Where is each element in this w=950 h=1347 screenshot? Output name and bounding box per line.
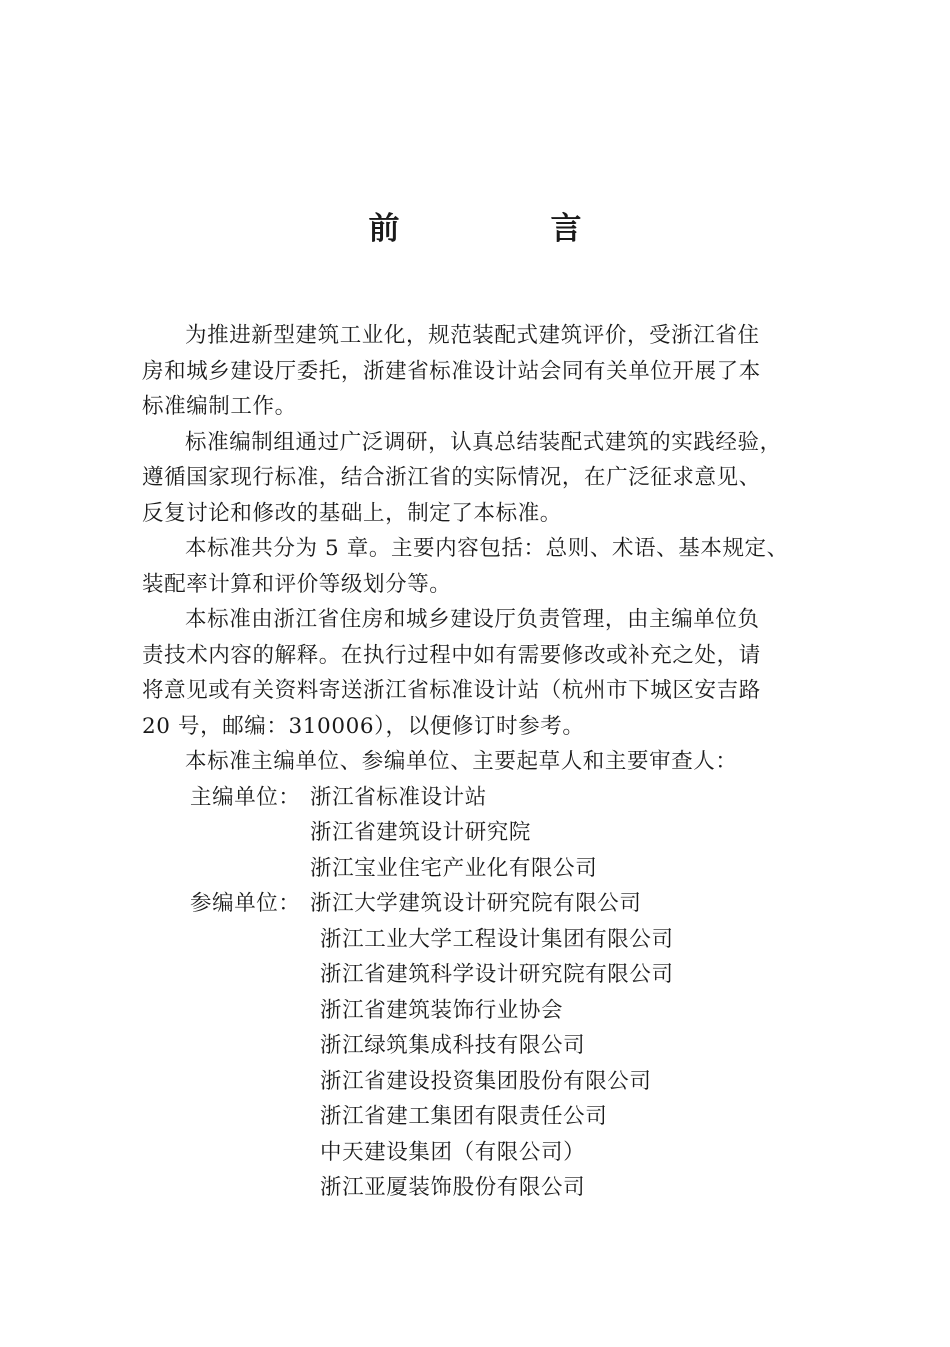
unit-row — [190, 851, 822, 887]
chief-units-section — [142, 780, 822, 887]
participating-units-label: 参编单位： — [190, 891, 301, 916]
participating-unit-name: 浙江省建工集团有限责任公司 — [320, 1104, 608, 1129]
paragraph-5 — [142, 744, 822, 780]
paragraph-3 — [142, 531, 822, 602]
paragraph-2 — [142, 425, 822, 532]
text-line: 责技术内容的解释。在执行过程中如有需要修改或补充之处，请 — [142, 642, 761, 668]
page-title: 前 言 — [368, 211, 642, 247]
text-line: 房和城乡建设厅委托，浙建省标准设计站会同有关单位开展了本 — [142, 358, 761, 384]
chief-unit-name: 浙江省建筑设计研究院 — [310, 820, 532, 845]
unit-row — [190, 1170, 822, 1206]
unit-row — [190, 1135, 822, 1171]
participating-unit-name: 浙江省建筑科学设计研究院有限公司 — [320, 962, 674, 987]
text-line: 遵循国家现行标准，结合浙江省的实际情况，在广泛征求意见、 — [142, 465, 761, 490]
unit-row — [190, 780, 822, 816]
chief-unit-name: 浙江宝业住宅产业化有限公司 — [310, 855, 598, 881]
text-line: 装配率计算和评价等级划分等。 — [142, 571, 452, 597]
preface-body — [142, 318, 822, 1206]
participating-unit-name: 浙江亚厦装饰股份有限公司 — [320, 1175, 586, 1200]
unit-row — [190, 1064, 822, 1100]
text-line: 反复讨论和修改的基础上，制定了本标准。 — [142, 500, 562, 526]
text-line: 本标准由浙江省住房和城乡建设厅负责管理，由主编单位负 — [185, 607, 760, 632]
participating-unit-name: 浙江省建筑装饰行业协会 — [320, 997, 564, 1023]
text-line: 标准编制工作。 — [142, 394, 297, 419]
chief-unit-name: 浙江省标准设计站 — [310, 784, 487, 810]
text-line: 本标准共分为 5 章。主要内容包括：总则、术语、基本规定、 — [185, 536, 789, 561]
text-line: 本标准主编单位、参编单位、主要起草人和主要审查人： — [185, 749, 738, 774]
unit-row — [190, 993, 822, 1029]
chief-units-label: 主编单位： — [190, 784, 301, 810]
paragraph-4 — [142, 602, 822, 744]
unit-row — [190, 886, 822, 922]
text-line: 为推进新型建筑工业化，规范装配式建筑评价，受浙江省住 — [185, 323, 760, 348]
text-line: 将意见或有关资料寄送浙江省标准设计站（杭州市下城区安吉路 — [142, 678, 761, 703]
unit-row — [190, 815, 822, 851]
participating-unit-name: 中天建设集团（有限公司） — [320, 1139, 586, 1165]
unit-row — [190, 957, 822, 993]
paragraph-1 — [142, 318, 822, 425]
unit-row — [190, 1099, 822, 1135]
participating-unit-name: 浙江省建设投资集团股份有限公司 — [320, 1068, 652, 1094]
participating-unit-name: 浙江大学建筑设计研究院有限公司 — [310, 891, 642, 916]
unit-row — [190, 1028, 822, 1064]
text-line: 标准编制组通过广泛调研，认真总结装配式建筑的实践经验， — [185, 429, 782, 455]
unit-row — [190, 922, 822, 958]
participating-unit-name: 浙江绿筑集成科技有限公司 — [320, 1033, 586, 1058]
participating-units-section — [142, 886, 822, 1206]
participating-unit-name: 浙江工业大学工程设计集团有限公司 — [320, 926, 674, 952]
text-line: 20 号，邮编：310006），以便修订时参考。 — [142, 713, 585, 739]
